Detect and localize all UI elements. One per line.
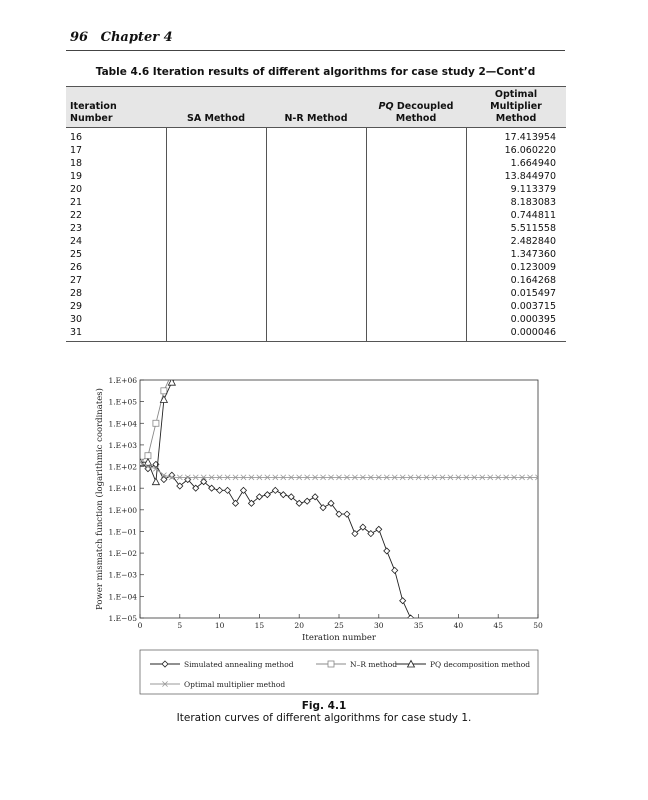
plot-frame <box>140 380 538 618</box>
sa-cell <box>166 248 266 261</box>
iteration-cell: 28 <box>70 288 83 299</box>
col-pq-line2: Method <box>395 113 437 124</box>
iteration-cell: 27 <box>70 275 83 286</box>
series-pq-point <box>152 478 159 485</box>
table-row <box>66 326 566 342</box>
y-tick-label: 1.E−05 <box>108 614 137 623</box>
col-sa: SA Method <box>166 87 266 128</box>
table-row <box>66 274 566 287</box>
om-cell: 0.000046 <box>466 326 566 342</box>
pq-cell <box>366 313 466 326</box>
series-nr-point <box>161 388 167 394</box>
table-row <box>66 196 566 209</box>
om-cell: 0.123009 <box>466 261 566 274</box>
pq-cell <box>366 183 466 196</box>
x-tick-label: 5 <box>177 621 183 630</box>
table-row <box>66 235 566 248</box>
y-tick-label: 1.E−04 <box>108 592 137 602</box>
col-pq-italic: PQ <box>378 101 394 112</box>
x-tick-label: 45 <box>493 621 503 630</box>
series-sa-point <box>408 615 414 621</box>
col-nr: N-R Method <box>266 87 366 128</box>
series-sa-point <box>344 511 350 517</box>
pq-cell <box>366 300 466 313</box>
col-om-line1: Optimal Multiplier <box>490 89 542 112</box>
nr-cell <box>266 144 366 157</box>
iteration-cell: 26 <box>70 262 83 273</box>
sa-cell <box>166 222 266 235</box>
pq-cell <box>366 235 466 248</box>
x-tick-label: 40 <box>453 621 464 630</box>
iteration-cell: 23 <box>70 223 83 234</box>
y-tick-label: 1.E+06 <box>108 376 137 385</box>
series-sa-point <box>400 598 406 604</box>
sa-cell <box>166 274 266 287</box>
table-row <box>66 287 566 300</box>
x-tick-label: 35 <box>413 621 424 630</box>
plot-area <box>137 370 541 634</box>
sa-cell <box>166 261 266 274</box>
y-tick-label: 1.E−01 <box>108 527 137 537</box>
pq-cell <box>366 274 466 287</box>
om-cell: 1.664940 <box>466 157 566 170</box>
table-header-row <box>66 87 566 128</box>
x-tick-label: 15 <box>254 621 265 630</box>
iteration-cell: 18 <box>70 158 83 169</box>
col-om-line2: Method <box>495 113 537 124</box>
table-body <box>66 128 566 342</box>
pq-cell <box>366 128 466 145</box>
pq-cell <box>366 144 466 157</box>
col-pq <box>366 87 466 128</box>
iteration-cell: 29 <box>70 301 83 312</box>
series-pq-point <box>176 370 183 377</box>
nr-cell <box>266 235 366 248</box>
om-cell: 13.844970 <box>466 170 566 183</box>
series-sa-point <box>392 567 398 573</box>
om-cell: 0.164268 <box>466 274 566 287</box>
sa-cell <box>166 196 266 209</box>
nr-cell <box>266 261 366 274</box>
iteration-cell: 31 <box>66 326 166 342</box>
iteration-cell: 24 <box>70 236 83 247</box>
table-row <box>66 128 566 145</box>
series-nr-point <box>153 420 159 426</box>
om-cell: 0.744811 <box>466 209 566 222</box>
series-sa-point <box>328 500 334 506</box>
y-tick-label: 1.E+05 <box>108 397 137 407</box>
series-sa-point <box>336 511 342 517</box>
figure-caption-text: Iteration curves of different algorithms for case study 1. <box>176 712 472 724</box>
series-sa-point <box>217 487 223 493</box>
table-row <box>66 144 566 157</box>
series-sa-point <box>304 498 310 504</box>
nr-cell <box>266 248 366 261</box>
pq-cell <box>366 196 466 209</box>
table-row <box>66 248 566 261</box>
series-sa-point <box>233 500 239 506</box>
series-nr-point <box>169 371 175 377</box>
nr-cell <box>266 326 366 342</box>
series-sa-point <box>264 492 270 498</box>
om-cell: 1.347360 <box>466 248 566 261</box>
sa-cell <box>166 300 266 313</box>
pq-cell <box>366 170 466 183</box>
table-row <box>66 157 566 170</box>
col-om <box>466 87 566 128</box>
series-sa <box>137 459 422 634</box>
iteration-cell: 30 <box>70 314 83 325</box>
om-cell: 16.060220 <box>466 144 566 157</box>
pq-cell <box>366 157 466 170</box>
y-tick-label: 1.E+00 <box>108 505 137 515</box>
y-tick-label: 1.E−03 <box>108 570 137 580</box>
legend-label: Optimal multiplier method <box>184 680 286 689</box>
series-nr-point <box>145 453 151 459</box>
pq-cell <box>366 248 466 261</box>
sa-cell <box>166 209 266 222</box>
table-caption: Table 4.6 Iteration results of different algorithms for case study 2—Cont’d <box>95 66 536 78</box>
nr-cell <box>266 128 366 145</box>
series-nr <box>137 370 183 465</box>
iteration-cell: 16 <box>70 132 83 143</box>
page-header <box>70 30 181 45</box>
iteration-cell: 20 <box>70 184 83 195</box>
om-cell: 0.000395 <box>466 313 566 326</box>
y-tick-label: 1.E+03 <box>108 440 137 450</box>
iteration-table <box>66 86 566 342</box>
iteration-cell: 22 <box>70 210 83 221</box>
nr-cell <box>266 196 366 209</box>
x-tick-label: 0 <box>137 621 143 630</box>
om-cell: 5.511558 <box>466 222 566 235</box>
table-row <box>66 209 566 222</box>
series-om-line <box>140 462 538 477</box>
figure-caption <box>0 700 648 724</box>
sa-cell <box>166 157 266 170</box>
om-cell: 0.015497 <box>466 287 566 300</box>
nr-cell <box>266 274 366 287</box>
x-tick-label: 10 <box>214 621 225 630</box>
nr-cell <box>266 170 366 183</box>
nr-cell <box>266 287 366 300</box>
series-sa-point <box>384 548 390 554</box>
sa-cell <box>166 313 266 326</box>
iteration-cell: 17 <box>70 145 83 156</box>
table-row <box>66 170 566 183</box>
figure-label: Fig. 4.1 <box>301 700 347 712</box>
y-tick-label: 1.E+04 <box>108 419 137 429</box>
om-cell: 0.003715 <box>466 300 566 313</box>
y-tick-label: 1.E−02 <box>108 549 137 559</box>
sa-cell <box>166 326 266 342</box>
nr-cell <box>266 183 366 196</box>
series-om <box>137 460 540 480</box>
y-axis-label: Power mismatch function (logarithmic coordinates) <box>95 388 105 610</box>
iteration-chart <box>80 370 560 695</box>
chart-legend <box>140 650 538 694</box>
col-pq-rest: Decoupled <box>393 101 454 112</box>
header-rule <box>66 50 565 51</box>
sa-cell <box>166 235 266 248</box>
sa-cell <box>166 144 266 157</box>
table-row <box>66 313 566 326</box>
x-axis-label: Iteration number <box>302 633 376 643</box>
x-tick-label: 30 <box>374 621 384 630</box>
chapter-title: Chapter 4 <box>100 30 173 45</box>
series-sa-point <box>240 487 246 493</box>
sa-cell <box>166 170 266 183</box>
legend-label: Simulated annealing method <box>184 660 294 669</box>
sa-cell <box>166 287 266 300</box>
sa-cell <box>166 183 266 196</box>
om-cell: 9.113379 <box>466 183 566 196</box>
x-tick-label: 50 <box>533 621 543 630</box>
series-sa-point <box>272 487 278 493</box>
om-cell: 17.413954 <box>466 128 566 145</box>
pq-cell <box>366 326 466 342</box>
table-row <box>66 261 566 274</box>
om-cell: 8.183083 <box>466 196 566 209</box>
col-iteration: Iteration Number <box>66 87 166 128</box>
iteration-cell: 21 <box>70 197 83 208</box>
nr-cell <box>266 300 366 313</box>
pq-cell <box>366 261 466 274</box>
iteration-cell: 19 <box>70 171 83 182</box>
nr-cell <box>266 313 366 326</box>
y-tick-label: 1.E+01 <box>108 484 137 494</box>
sa-cell <box>166 128 266 145</box>
nr-cell <box>266 222 366 235</box>
x-tick-label: 25 <box>334 621 344 630</box>
om-cell: 2.482840 <box>466 235 566 248</box>
pq-cell <box>366 222 466 235</box>
pq-cell <box>366 287 466 300</box>
series-sa-point <box>376 526 382 532</box>
x-tick-label: 20 <box>294 621 304 630</box>
legend-marker <box>328 661 334 667</box>
table-row <box>66 300 566 313</box>
legend-label: N–R method <box>350 660 398 669</box>
legend-label: PQ decomposition method <box>430 660 531 669</box>
iteration-cell: 25 <box>70 249 83 260</box>
y-tick-label: 1.E+02 <box>108 462 137 472</box>
nr-cell <box>266 209 366 222</box>
nr-cell <box>266 157 366 170</box>
series-sa-point <box>280 492 286 498</box>
pq-cell <box>366 209 466 222</box>
series-sa-point <box>225 487 231 493</box>
table-row <box>66 183 566 196</box>
table-row <box>66 222 566 235</box>
page-number: 96 <box>70 30 89 45</box>
